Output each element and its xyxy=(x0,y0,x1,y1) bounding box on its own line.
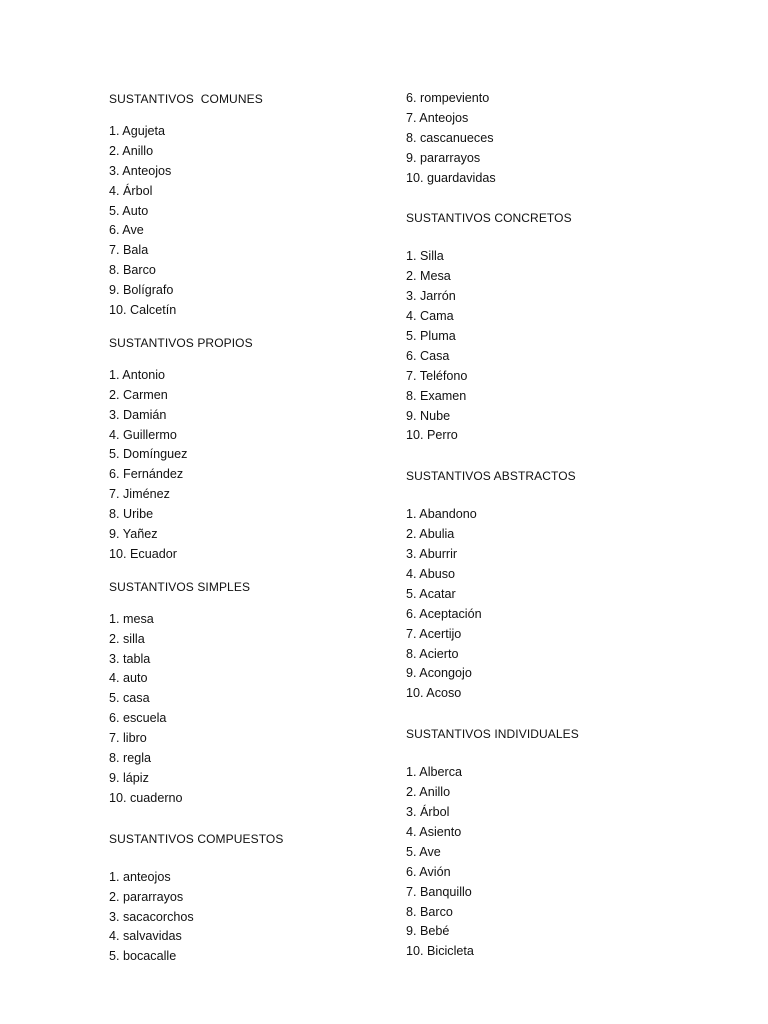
list-item: 7. libro xyxy=(109,731,147,746)
noun-list xyxy=(109,610,409,809)
section-compuestos xyxy=(109,829,409,967)
list-item: 3. sacacorchos xyxy=(109,909,194,924)
list-item: 2. Carmen xyxy=(109,387,168,402)
list-item: 8. Barco xyxy=(109,263,156,278)
list-item: 9. Bolígrafo xyxy=(109,283,174,298)
list-item: 9. Bebé xyxy=(406,924,450,939)
list-item: 3. tabla xyxy=(109,651,151,666)
noun-list xyxy=(109,868,409,967)
section-title: SUSTANTIVOS COMPUESTOS xyxy=(109,831,284,846)
list-item: 3. Anteojos xyxy=(109,163,172,178)
list-item: 3. Aburrir xyxy=(406,547,458,562)
section-compuestos-continued xyxy=(406,89,706,188)
list-item: 6. rompeviento xyxy=(406,91,490,105)
list-item: 10. Ecuador xyxy=(109,546,177,561)
list-item: 6. Aceptación xyxy=(406,606,482,621)
list-item: 1. anteojos xyxy=(109,869,171,884)
list-item: 3. Árbol xyxy=(406,805,450,820)
list-item: 8. regla xyxy=(109,751,152,766)
list-item: 10. Perro xyxy=(406,428,458,443)
list-item: 6. Fernández xyxy=(109,467,184,482)
list-item: 6. Casa xyxy=(406,348,450,363)
list-item: 7. Jiménez xyxy=(109,487,170,502)
section-title: SUSTANTIVOS INDIVIDUALES xyxy=(406,727,579,742)
list-item: 1. Silla xyxy=(406,249,444,264)
list-item: 4. Asiento xyxy=(406,824,462,839)
list-item: 7. Banquillo xyxy=(406,884,472,899)
list-item: 10. Calcetín xyxy=(109,303,177,318)
list-item: 2. Anillo xyxy=(406,785,451,800)
list-item: 6. Avión xyxy=(406,864,451,879)
list-item: 1. Abandono xyxy=(406,507,477,522)
list-item: 6. escuela xyxy=(109,711,167,726)
list-item: 10. Bicicleta xyxy=(406,944,474,959)
list-item: 10. Acoso xyxy=(406,686,462,701)
list-item: 9. Yañez xyxy=(109,527,158,542)
list-item: 7. Bala xyxy=(109,243,149,258)
list-item: 9. Acongojo xyxy=(406,666,472,681)
list-item: 3. Damián xyxy=(109,407,167,422)
list-item: 8. Acierto xyxy=(406,646,459,661)
list-item: 10. cuaderno xyxy=(109,790,183,805)
list-item: 8. cascanueces xyxy=(406,130,494,145)
list-item: 1. Agujeta xyxy=(109,124,166,138)
section-title: SUSTANTIVOS PROPIOS xyxy=(109,335,253,350)
list-item: 9. lápiz xyxy=(109,770,149,785)
list-item: 8. Uribe xyxy=(109,507,154,522)
list-item: 9. pararrayos xyxy=(406,150,481,165)
list-item: 3. Jarrón xyxy=(406,289,456,304)
section-title: SUSTANTIVOS SIMPLES xyxy=(109,579,251,594)
list-item: 9. Nube xyxy=(406,408,451,423)
list-item: 4. Abuso xyxy=(406,567,456,582)
list-item: 7. Acertijo xyxy=(406,626,462,641)
list-item: 7. Anteojos xyxy=(406,110,469,125)
list-item: 2. silla xyxy=(109,631,145,646)
section-individuales xyxy=(406,724,706,962)
list-item: 5. Auto xyxy=(109,203,149,218)
list-item: 2. Mesa xyxy=(406,269,451,284)
list-item: 4. Árbol xyxy=(109,183,153,198)
list-item: 8. Examen xyxy=(406,388,467,403)
section-title: SUSTANTIVOS COMUNES xyxy=(109,92,263,106)
noun-list xyxy=(109,122,409,321)
right-column xyxy=(406,89,706,962)
list-item: 5. Acatar xyxy=(406,586,456,601)
noun-list xyxy=(406,763,706,962)
noun-list xyxy=(109,366,409,565)
section-title: SUSTANTIVOS ABSTRACTOS xyxy=(406,469,576,484)
section-simples xyxy=(109,577,409,809)
list-item: 5. bocacalle xyxy=(109,949,177,964)
section-title: SUSTANTIVOS CONCRETOS xyxy=(406,211,572,226)
list-item: 4. auto xyxy=(109,671,148,686)
list-item: 2. pararrayos xyxy=(109,889,184,904)
section-comunes xyxy=(109,89,409,321)
left-column xyxy=(109,89,409,967)
list-item: 4. Guillermo xyxy=(109,427,177,442)
list-item: 1. mesa xyxy=(109,611,154,626)
list-item: 8. Barco xyxy=(406,904,453,919)
list-item: 6. Ave xyxy=(109,223,144,238)
list-item: 2. Abulia xyxy=(406,527,455,542)
list-item: 10. guardavidas xyxy=(406,170,496,185)
section-abstractos xyxy=(406,466,706,704)
list-item: 1. Alberca xyxy=(406,765,463,780)
list-item: 2. Anillo xyxy=(109,143,154,158)
list-item: 5. casa xyxy=(109,691,150,706)
noun-list xyxy=(406,247,706,446)
list-item: 5. Domínguez xyxy=(109,447,188,462)
list-item: 1. Antonio xyxy=(109,367,166,382)
section-concretos xyxy=(406,208,706,446)
list-item: 7. Teléfono xyxy=(406,368,468,383)
list-item: 5. Pluma xyxy=(406,329,456,344)
list-item: 5. Ave xyxy=(406,844,441,859)
noun-list xyxy=(406,89,706,188)
section-propios xyxy=(109,333,409,565)
noun-list xyxy=(406,505,706,704)
list-item: 4. Cama xyxy=(406,309,454,324)
list-item: 4. salvavidas xyxy=(109,929,182,944)
